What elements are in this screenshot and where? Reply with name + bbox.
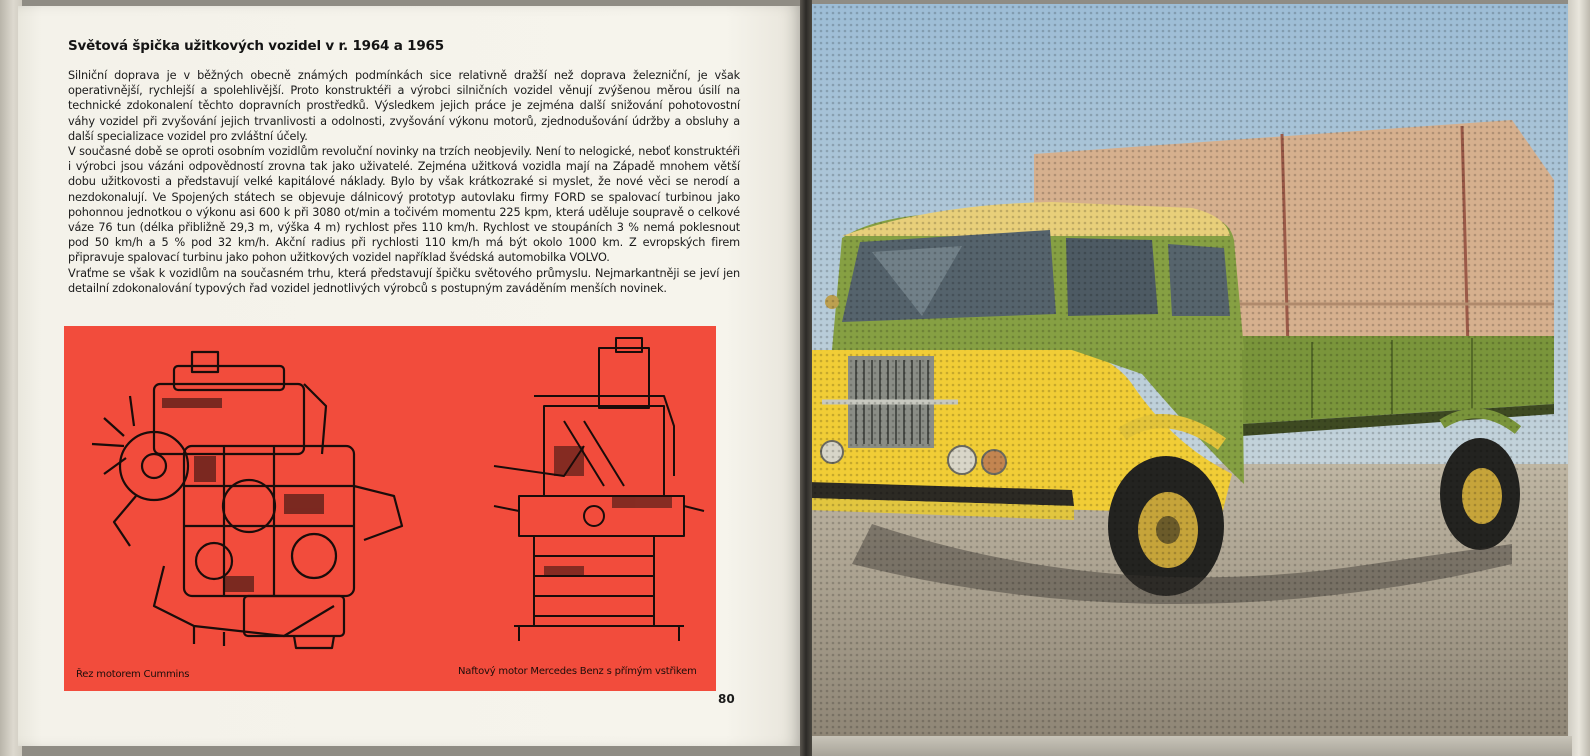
paragraph-2: V současné době se oproti osobním vozidlům revoluční novinky na trzích neobjevily. Není to nelogické, neboť konstruktéři i výrobci jsou vázáni odpovědností zrovna tak jako uživatelé. Zejména užitková vozidla mají na Západě mnohem větší dobu užitkovosti a představují velké kapitálové náklady. Bylo by však krátkozraké si myslet, že nové věci se nerodí a nezdokonalují. Ve Spojených státech se objevuje dálnicový prototyp autovlaku firmy FORD se spalovací turbinou jako pohonnou jednotkou o výkonu asi 600 k při 3080 ot/min a točivém momentu 225 kpm, která uděluje soupravě o celkové váze 76 tun (délka přibližně 29,3 m, výška 4 m) rychlost přes 110 km/h. Rychlost ve stoupáních 3 % nemá poklesnout pod 50 km/h a 5 % pod 32 km/h. Akční radius při rychlosti 110 km/h má být okolo 1000 km. Z evropských firem připravuje spalovací turbinu jako pohon užitkových vozidel například švédská automobilka VOLVO. xyxy=(68,145,740,265)
book-gutter xyxy=(800,0,812,756)
paragraph-1: Silniční doprava je v běžných obecně známých podmínkách sice relativně dražší než doprava železniční, je však operativnější, rychlejší a spolehlivější. Proto konstruktéři a výrobci silničních vozidel věnují zvýšenou měrou úsilí na technické zdokonalení těchto dopravních prostředků. Výsledkem jejich práce je zejména další snižování pohotovostní váhy vozidel při zvyšování jejich trvanlivosti a odolnosti, zvyšování výkonu motorů, zjednodušování údržby a obsluhy a další specializace vozidel pro zvláštní účely. xyxy=(68,69,740,143)
left-page xyxy=(18,6,804,746)
page-heading: Světová špička užitkových vozidel v r. 1964 a 1965 xyxy=(68,38,444,54)
halftone-overlay xyxy=(812,4,1568,736)
caption-mercedes: Naftový motor Mercedes Benz s přímým vstřikem xyxy=(458,666,697,677)
page-number: 80 xyxy=(718,692,735,706)
cummins-engine-drawing xyxy=(92,352,402,648)
truck-photo xyxy=(812,4,1568,736)
article-text xyxy=(68,68,740,296)
paragraph-3: Vraťme se však k vozidlům na současném trhu, která představují špičku světového průmyslu. Nejmarkantněji se jeví jen detailní zdokonalování typových řad vozidel jednotlivých výrobců s postupným zaváděním menších novinek. xyxy=(68,266,740,295)
page-stack-edge-right xyxy=(1568,0,1590,756)
mercedes-engine-drawing xyxy=(494,338,704,641)
right-page-photo xyxy=(812,4,1568,736)
page-stack-edge-bottom xyxy=(812,736,1572,756)
caption-cummins: Řez motorem Cummins xyxy=(76,669,190,680)
engine-illustration-panel xyxy=(64,326,716,691)
engine-drawings xyxy=(64,326,716,691)
